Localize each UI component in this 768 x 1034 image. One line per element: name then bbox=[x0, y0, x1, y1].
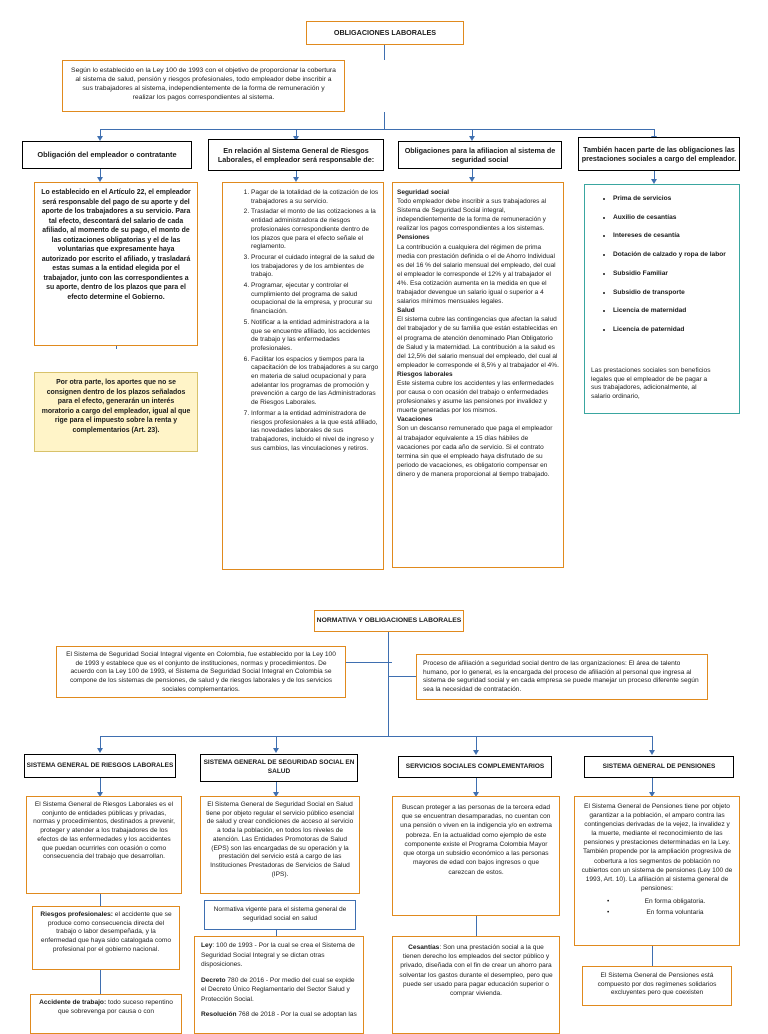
risk-labor-system-header: SISTEMA GENERAL DE RIESGOS LABORALES bbox=[24, 754, 176, 778]
ssi-intro: El Sistema de Seguridad Social Integral vigente en Colombia, fue establecido por la Ley 100 de 1993 y establece que es el conjunto de instituciones, normas y procedimientos. De acuerdo con la Ley 100 de 1993, el Sistema de Seguridad Social Integral en Colombia se compone de los sistemas de pensiones, de salud y de riesgos laborales y de los servicios sociales complementarios. bbox=[56, 646, 346, 698]
health-laws-box: Ley: 100 de 1993 - Por la cual se crea el Sistema de Seguridad Social Integral y se dictan otras disposiciones. Decreto 780 de 2016 - Por medio del cual se expide el Decreto Único Reglamentario del Sector Salud y Protección Social. Resolución 768 de 2018 - Por la cual se adoptan las bbox=[194, 936, 364, 1034]
benefits-list bbox=[587, 195, 737, 335]
work-accident-box: Accidente de trabajo: todo suceso repentino que sobrevenga por causa o con bbox=[30, 994, 182, 1034]
affiliation-body: Seguridad social Todo empleador debe inscribir a sus trabajadores al Sistema de Seguridad Social integral, independientemente de la forma de remuneración y realizar los pagos correspondientes a los sistemas. Pensiones La contribución a cualquiera del régimen de prima media con prestación definida o el de Ahorro Individual es del 16 % del salario mensual del empleado, del cual el empleador le corresponde el 12% y al trabajador el 4%. Esa cotización aumenta en la medida en que el trabajador devengue un salario igual o superior a 4 salarios mínimos mensuales legales. Salud El sistema cubre las contingencias que afectan la salud del trabajador y de su familia que están establecidas en el programa de atención denominado Plan Obligatorio de Salud y la maternidad. La contribución a la salud es del 12,5% del salario mensual del empleado, del cual al empleador le corresponde el 8,5% y al trabajador el 4%. Riesgos laborales Este sistema cubre los accidentes y las enfermedades por causa o con ocasión del trabajo o enfermedades profesionales y asume las pensiones por invalidez y muerte generadas por los mismos. Vacaciones Son un descanso remunerado que paga el empleador al trabajador equivalente a 15 días hábiles de vacaciones por cada año de servicio. Si el contrato termina sin que el empleado haya disfrutado de su periodo de vacaciones, es obligatorio compensar en dinero y de manera proporcional al tiempo trabajado. bbox=[392, 182, 564, 568]
affiliation-process-intro: Proceso de afiliación a seguridad social dentro de las organizaciones: El área de talento humano, por lo general, es la encargada del proceso de afiliación al personal que ingresa al sistema de seguridad social y en cada empresa se puede manejar un proceso diferente según sea la necesidad de contratación. bbox=[416, 654, 708, 700]
section2-title: NORMATIVA Y OBLIGACIONES LABORALES bbox=[314, 610, 464, 632]
pension-regimes-box: El Sistema General de Pensiones está compuesto por dos regímenes solidarios excluyentes pero que coexisten bbox=[582, 966, 732, 1006]
list-item: 1. Pagar de la totalidad de la cotización de los trabajadores a su servicio. bbox=[251, 189, 379, 206]
risk-labor-system-body: El Sistema General de Riesgos Laborales es el conjunto de entidades públicas y privadas, normas y procedimientos, destinados a prevenir, proteger y atender a los trabajadores de los efectos de las enfermedades y los accidentes que puedan ocurrirles con ocasión o como consecuencia del trabajo que desarrollan. bbox=[26, 796, 182, 894]
complementary-services-header: SERVICIOS SOCIALES COMPLEMENTARIOS bbox=[398, 756, 552, 778]
list-item: 7. Informar a la entidad administradora de riesgos profesionales a la que está afiliado, las novedades laborales de sus trabajadores, incluido el nivel de ingreso y sus cambios, las vinculaciones y retiros. bbox=[251, 410, 379, 454]
list-item: • Licencia de maternidad bbox=[613, 307, 737, 316]
pension-system-body: El Sistema General de Pensiones tiene por objeto garantizar a la población, el amparo contra las contingencias derivadas de la vejez, la invalidez y la muerte, mediante el reconocimiento de las pensiones y prestaciones determinadas en la Ley. También propende por la ampliación progresiva de cobertura a los segmentos de población no cubiertos con un sistema de pensiones (Ley 100 de 1993, Art. 10). La afiliación al sistema general de pensiones: • En forma obligatoria. • En forma voluntaria bbox=[574, 796, 740, 946]
list-item: • Dotación de calzado y ropa de labor bbox=[613, 251, 737, 260]
affiliation-types-list bbox=[581, 897, 733, 917]
list-item: • Auxilio de cesantías bbox=[613, 214, 737, 223]
social-benefits-body bbox=[584, 184, 740, 370]
list-item: 2. Trasladar el monto de las cotizaciones a la entidad administradora de riesgos profesionales correspondiente dentro de los plazos que para el efecto señale el reglamento. bbox=[251, 208, 379, 252]
list-item: 6. Facilitar los espacios y tiempos para la capacitación de los trabajadores a su cargo en materia de salud ocupacional y para adelantar los programas de promoción y prevención a cargo de las Administradoras de Riesgos Laborales. bbox=[251, 356, 379, 408]
affiliation-header: Obligaciones para la afiliacion al sistema de seguridad social bbox=[398, 141, 562, 169]
late-payment-note: Por otra parte, los aportes que no se consignen dentro de los plazos señalados para el efecto, generarán un interés moratorio a cargo del empleador, igual al que rige para el impuesto sobre la renta y complementarios (Art. 23). bbox=[34, 372, 198, 452]
list-item: • Intereses de cesantía bbox=[613, 232, 737, 241]
section1-title: OBLIGACIONES LABORALES bbox=[306, 21, 464, 45]
complementary-services-body: Buscan proteger a las personas de la tercera edad que se encuentran desamparadas, no cuentan con una pensión o viven en la indigencia y/o en extrema pobreza. En la actualidad como ejemplo de este componente existe el Programa Colombia Mayor que otorga un subsidio económico a las personas mayores de edad con bajos ingresos o que carezcan de estos. bbox=[392, 796, 560, 916]
pension-system-header: SISTEMA GENERAL DE PENSIONES bbox=[584, 756, 734, 778]
social-benefits-footer: Las prestaciones sociales son beneficios legales que el empleador de be pagar a sus trabajadores, adicionalmente, al salario ordinario, bbox=[584, 362, 740, 414]
employer-obligation-body: Lo establecido en el Artículo 22, el empleador será responsable del pago de su aporte y del aporte de los trabajadores a su servicio. Para tal efecto, descontará del salario de cada afiliado, al momento de su pago, el monto de las cotizaciones obligatorias y el de las voluntarias que expresamente haya autorizado por escrito el afiliado, y trasladará estas sumas a la entidad elegida por el trabajador, junto con las correspondientes a su aporte, dentro de los plazos que para el efecto determine el Gobierno. bbox=[34, 182, 198, 346]
list-item: 5. Notificar a la entidad administradora a la que se encuentre afiliado, los accidentes de trabajo y las enfermedades profesionales. bbox=[251, 319, 379, 354]
employer-obligation-header: Obligación del empleador o contratante bbox=[22, 141, 192, 169]
list-item: • Subsidio Familiar bbox=[613, 270, 737, 279]
list-item: • Prima de servicios bbox=[613, 195, 737, 204]
risk-system-header: En relación al Sistema General de Riesgos Laborales, el empleador será responsable de: bbox=[208, 139, 384, 171]
list-item: 4. Programar, ejecutar y controlar el cumplimiento del programa de salud ocupacional de la empresa, y procurar su financiación. bbox=[251, 282, 379, 317]
professional-risks-box: Riesgos profesionales: el accidente que se produce como consecuencia directa del trabajo o labor desempeñada, y la enfermedad que haya sido catalogada como profesional por el gobierno nacional. bbox=[32, 906, 180, 970]
risk-system-body bbox=[222, 182, 384, 570]
health-system-body: El Sistema General de Seguridad Social en Salud tiene por objeto regular el servicio público esencial de salud y crear condiciones de acceso al servicio a toda la población, en todos los niveles de atención. Las Entidades Promotoras de Salud (EPS) son las encargadas de su operación y la prestación del servicio está a cargo de las Instituciones Prestadoras de Servicios de Salud (IPS). bbox=[200, 796, 360, 894]
list-item: • Licencia de paternidad bbox=[613, 326, 737, 335]
health-normative-box: Normativa vigente para el sistema general de seguridad social en salud bbox=[204, 900, 356, 930]
list-item: • En forma voluntaria bbox=[581, 908, 733, 917]
list-item: • Subsidio de transporte bbox=[613, 289, 737, 298]
section1-intro: Según lo establecido en la Ley 100 de 1993 con el objetivo de proporcionar la cobertura al sistema de salud, pensión y riesgos profesionales, todo empleador debe inscribir a sus trabajadores al sistema, independientemente de la forma de remuneración y realizar los pagos correspondientes al sistema. bbox=[62, 60, 345, 112]
severance-box: Cesantías: Son una prestación social a la que tienen derecho los empleados del sector público y privado, diseñada con el fin de crear un ahorro para solventar los gastos durante el desempleo, pero que puede ser usado para pagar educación superior o comprar vivienda. bbox=[392, 936, 560, 1034]
risk-responsibilities-list bbox=[229, 189, 379, 453]
health-system-header: SISTEMA GENERAL DE SEGURIDAD SOCIAL EN SALUD bbox=[200, 754, 358, 782]
social-benefits-header: También hacen parte de las obligaciones las prestaciones sociales a cargo del empleador. bbox=[578, 137, 740, 171]
list-item: • En forma obligatoria. bbox=[581, 897, 733, 906]
list-item: 3. Procurar el cuidado integral de la salud de los trabajadores y de los ambientes de trabajo. bbox=[251, 254, 379, 280]
